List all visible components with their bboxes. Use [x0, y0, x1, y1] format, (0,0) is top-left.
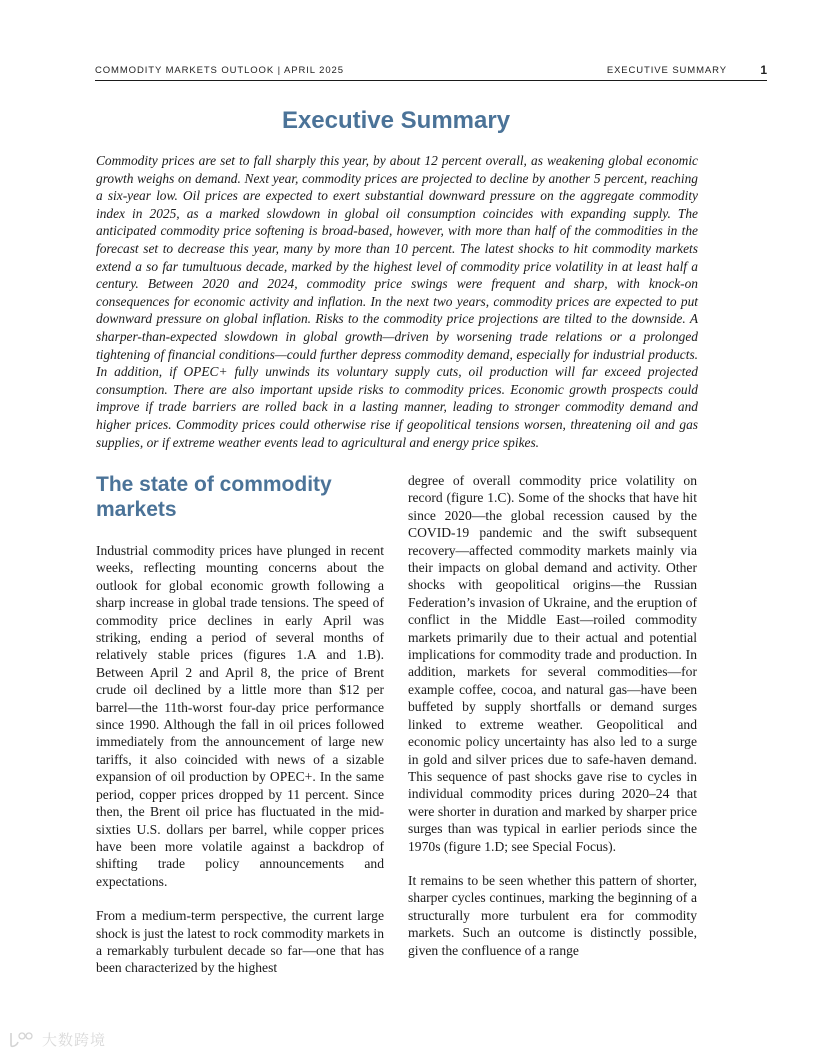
watermark-text: 大数跨境: [42, 1030, 107, 1049]
body-paragraph: Industrial commodity prices have plunged in recent weeks, reflecting mounting concerns about the outlook for global economic growth following a sharp increase in global trade tensions. The speed of commodity price declines in early April was striking, ending a period of several months of relatively stable prices (figures 1.A and 1.B). Between April 2 and April 8, the price of Brent crude oil declined by a little more than $12 per barrel—the 11th-worst four-day price performance since 1990. Although the fall in oil prices followed immediately from the announcement of large new tariffs, it also coincided with news of a sizable expansion of oil production by OPEC+. In the same period, copper prices dropped by 11 percent. Since then, the Brent oil price has fluctuated in the mid-sixties U.S. dollars per barrel, while copper prices have been more volatile against a backdrop of shifting trade policy announcements and expectations.: [96, 543, 384, 889]
executive-summary-text: Commodity prices are set to fall sharply this year, by about 12 percent overall, as weakening global economic growth weighs on demand. Next year, commodity prices are projected to decline by another 5 percent, reaching a six-year low. Oil prices are expected to exert substantial downward pressure on the aggregate commodity index in 2025, as a marked slowdown in global oil consumption coincides with expanding supply. The anticipated commodity price softening is broad-based, however, with more than half of the commodities in the forecast set to decrease this year, many by more than 10 percent. The latest shocks to hit commodity markets extend a so far tumultuous decade, marked by the highest level of commodity price volatility in at least half a century. Between 2020 and 2024, commodity price swings were frequent and sharp, with knock-on consequences for economic activity and inflation. In the next two years, commodity prices are expected to put downward pressure on global inflation. Risks to the commodity price projections are tilted to the downside. A sharper-than-expected slowdown in global growth—driven by worsening trade relations or a prolonged tightening of financial conditions—could further depress commodity demand, especially for industrial products. In addition, if OPEC+ fully unwinds its voluntary supply cuts, oil production will far exceed projected consumption. There are also important upside risks to commodity prices. Economic growth prospects could improve if trade barriers are rolled back in a lasting manner, leading to stronger commodity demand and higher prices. Commodity prices could otherwise rise if geopolitical tensions worsen, threatening oil and gas supplies, or if extreme weather events lead to agricultural and energy price spikes.: [96, 153, 698, 450]
watermark: [8, 1028, 106, 1050]
body-paragraph: From a medium-term perspective, the current large shock is just the latest to rock commodity markets in a remarkably turbulent decade so far—one that has been characterized by the highest: [96, 908, 384, 976]
page-number: 1: [760, 63, 767, 77]
section-label: EXECUTIVE SUMMARY: [606, 65, 727, 76]
body-paragraph: It remains to be seen whether this pattern of shorter, sharper cycles continues, marking the beginning of a structurally more turbulent era for commodity markets. Such an outcome is distinctly possible, given the confluence of a range: [408, 872, 697, 958]
publication-title: COMMODITY MARKETS OUTLOOK | APRIL 2025: [95, 65, 344, 76]
right-column: [408, 472, 697, 959]
section-heading: The state of commodity markets: [96, 473, 332, 521]
left-column: [96, 472, 384, 977]
running-header: [95, 64, 767, 81]
page-title: Executive Summary: [281, 107, 511, 134]
watermark-logo-icon: [8, 1030, 38, 1048]
body-paragraph: degree of overall commodity price volatility on record (figure 1.C). Some of the shocks that have hit since 2020—the global recession caused by the COVID-19 pandemic and the swift subsequent recovery—affected commodity markets mainly via their impacts on global demand and activity. Other shocks with geopolitical origins—the Russian Federation’s invasion of Ukraine, and the eruption of conflict in the Middle East—roiled commodity markets primarily due to their actual and potential implications for commodity trade and production. In addition, markets for several commodities—for example coffee, cocoa, and natural gas—have been buffeted by supply shortfalls or demand surges linked to extreme weather. Geopolitical and economic policy uncertainty has also led to a surge in gold and silver prices due to safe-haven demand. This sequence of past shocks gave rise to cycles in individual commodity prices during 2020–24 that were shorter in duration and marked by sharper price surges than was typical in earlier periods since the 1970s (figure 1.D; see Special Focus).: [408, 473, 697, 854]
